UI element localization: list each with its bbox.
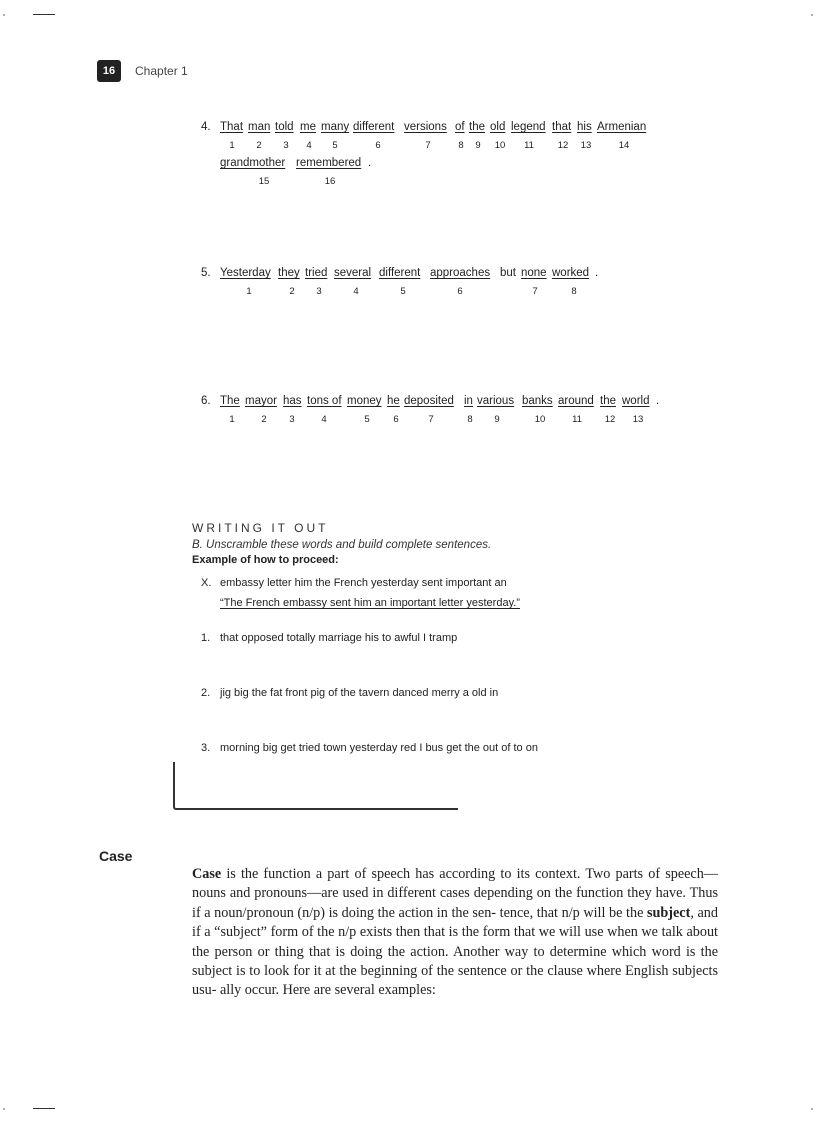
word: me — [300, 121, 316, 133]
section-title: WRITING IT OUT — [192, 521, 329, 535]
word: approaches — [430, 267, 491, 279]
case-paragraph — [192, 865, 718, 1001]
word: different — [353, 121, 395, 133]
exercise-number: 4. — [201, 121, 211, 133]
item-label: 2. — [201, 687, 211, 699]
word-number: 2 — [256, 140, 262, 151]
word-number: 11 — [572, 414, 582, 425]
punctuation: . — [368, 157, 372, 169]
word: versions — [404, 121, 447, 133]
word-number-line — [201, 411, 681, 431]
word: but — [500, 267, 516, 279]
sentence-line — [201, 157, 681, 173]
word-number: 3 — [289, 414, 295, 425]
word: remembered — [296, 157, 362, 169]
term-case: Case — [192, 866, 222, 882]
word-number: 10 — [494, 140, 506, 151]
section-instruction: B. Unscramble these words and build complete sentences. — [192, 539, 492, 551]
word: has — [283, 395, 302, 407]
crop-dot — [3, 1108, 5, 1110]
word: told — [275, 121, 294, 133]
word-number: 2 — [261, 414, 267, 425]
example-heading: Example of how to proceed: — [192, 554, 339, 566]
word-number: 13 — [632, 414, 644, 425]
word: banks — [522, 395, 553, 407]
word-number: 1 — [246, 286, 252, 297]
word-number: 7 — [532, 286, 538, 297]
crop-mark-top — [33, 14, 55, 15]
word-number: 9 — [475, 140, 481, 151]
word-number: 5 — [364, 414, 370, 425]
word-number: 2 — [289, 286, 295, 297]
exercise-6 — [201, 395, 681, 431]
sentence-line — [201, 267, 681, 283]
word: his — [577, 121, 592, 133]
paragraph-text: , and if a “subject” form of the n/p exists then that is the form that we will use when we talk about the person or thing that is doing the action. Another way to determine which word is the subject is to look for it at the beginning of the sentence or the clause where English subjects usu- ally occur. Here are several examples: — [192, 904, 718, 999]
word-number: 14 — [618, 140, 630, 151]
exercise-number: 5. — [201, 267, 211, 279]
word: The — [220, 395, 240, 407]
section-end-bracket — [173, 762, 458, 810]
word-number-line — [201, 173, 681, 193]
word-number: 6 — [375, 140, 381, 151]
word: in — [464, 395, 473, 407]
list-item — [201, 742, 538, 754]
word: tons of — [307, 395, 342, 407]
word: they — [278, 267, 300, 279]
word: various — [477, 395, 515, 407]
word: deposited — [404, 395, 454, 407]
word-number: 11 — [524, 140, 534, 151]
word: around — [558, 395, 594, 407]
word-number: 1 — [229, 140, 235, 151]
word: money — [347, 395, 382, 407]
word: that — [552, 121, 572, 133]
word-number: 1 — [229, 414, 235, 425]
crop-dot — [811, 1108, 813, 1110]
word: many — [321, 121, 350, 133]
word: tried — [305, 267, 328, 279]
word-number-line — [201, 137, 681, 157]
item-label: 1. — [201, 632, 211, 644]
word-number: 6 — [393, 414, 399, 425]
word: Yesterday — [220, 267, 271, 279]
item-label: X. — [201, 577, 212, 589]
word-number: 5 — [400, 286, 406, 297]
word: the — [469, 121, 485, 133]
word: worked — [552, 267, 590, 279]
word-number-line — [201, 283, 681, 303]
page-number-badge: 16 — [97, 60, 121, 82]
scrambled-words: jig big the fat front pig of the tavern danced merry a old in — [220, 687, 499, 699]
word-number: 13 — [580, 140, 592, 151]
word: of — [455, 121, 465, 133]
running-header — [97, 60, 188, 82]
item-label: 3. — [201, 742, 211, 754]
crop-dot — [3, 14, 5, 16]
word-number: 10 — [534, 414, 546, 425]
word-number: 5 — [332, 140, 338, 151]
example-answer: “The French embassy sent him an important letter yesterday.” — [220, 597, 520, 609]
word: old — [490, 121, 506, 133]
word-number: 12 — [604, 414, 616, 425]
word-number: 7 — [425, 140, 431, 151]
word: legend — [511, 121, 546, 133]
exercise-number: 6. — [201, 395, 211, 407]
word-number: 4 — [321, 414, 327, 425]
exercise-4 — [201, 121, 681, 193]
word-number: 7 — [428, 414, 434, 425]
word: Armenian — [597, 121, 647, 133]
chapter-label: Chapter 1 — [135, 64, 188, 78]
word-number: 4 — [353, 286, 359, 297]
list-item — [201, 687, 498, 699]
word: the — [600, 395, 616, 407]
scrambled-words: that opposed totally marriage his to awful I tramp — [220, 632, 458, 644]
word: world — [622, 395, 650, 407]
crop-dot — [811, 14, 813, 16]
word: grandmother — [220, 157, 286, 169]
word-number: 8 — [571, 286, 577, 297]
word-number: 9 — [494, 414, 500, 425]
word-number: 4 — [306, 140, 312, 151]
scrambled-words: morning big get tried town yesterday red I bus get the out of to on — [220, 742, 538, 754]
punctuation: . — [595, 267, 599, 279]
example-item — [201, 577, 507, 589]
paragraph-text: is the function a part of speech has according to its context. Two parts of speech—nouns and pronouns—are used in different cases depending on the function they have. Thus if a noun/pronoun (n/p) is doing the action in the sen- tence, that n/p will be the — [192, 866, 718, 921]
word: different — [379, 267, 421, 279]
word-number: 6 — [457, 286, 463, 297]
case-heading: Case — [99, 848, 133, 864]
word-number: 15 — [258, 176, 270, 187]
word: none — [521, 267, 547, 279]
writing-it-out-section — [192, 521, 632, 569]
exercise-5 — [201, 267, 681, 303]
word: mayor — [245, 395, 277, 407]
word: That — [220, 121, 244, 133]
word: he — [387, 395, 400, 407]
punctuation: . — [656, 395, 660, 407]
sentence-line — [201, 395, 681, 411]
sentence-line — [201, 121, 681, 137]
word-number: 3 — [283, 140, 289, 151]
word-number: 16 — [324, 176, 336, 187]
word: man — [248, 121, 271, 133]
scrambled-words: embassy letter him the French yesterday sent important an — [220, 577, 507, 589]
crop-mark-bottom — [33, 1108, 55, 1109]
word-number: 3 — [316, 286, 322, 297]
word-number: 12 — [557, 140, 569, 151]
word-number: 8 — [467, 414, 473, 425]
word-number: 8 — [458, 140, 464, 151]
word: several — [334, 267, 372, 279]
list-item — [201, 632, 457, 644]
term-subject: subject — [646, 904, 691, 921]
